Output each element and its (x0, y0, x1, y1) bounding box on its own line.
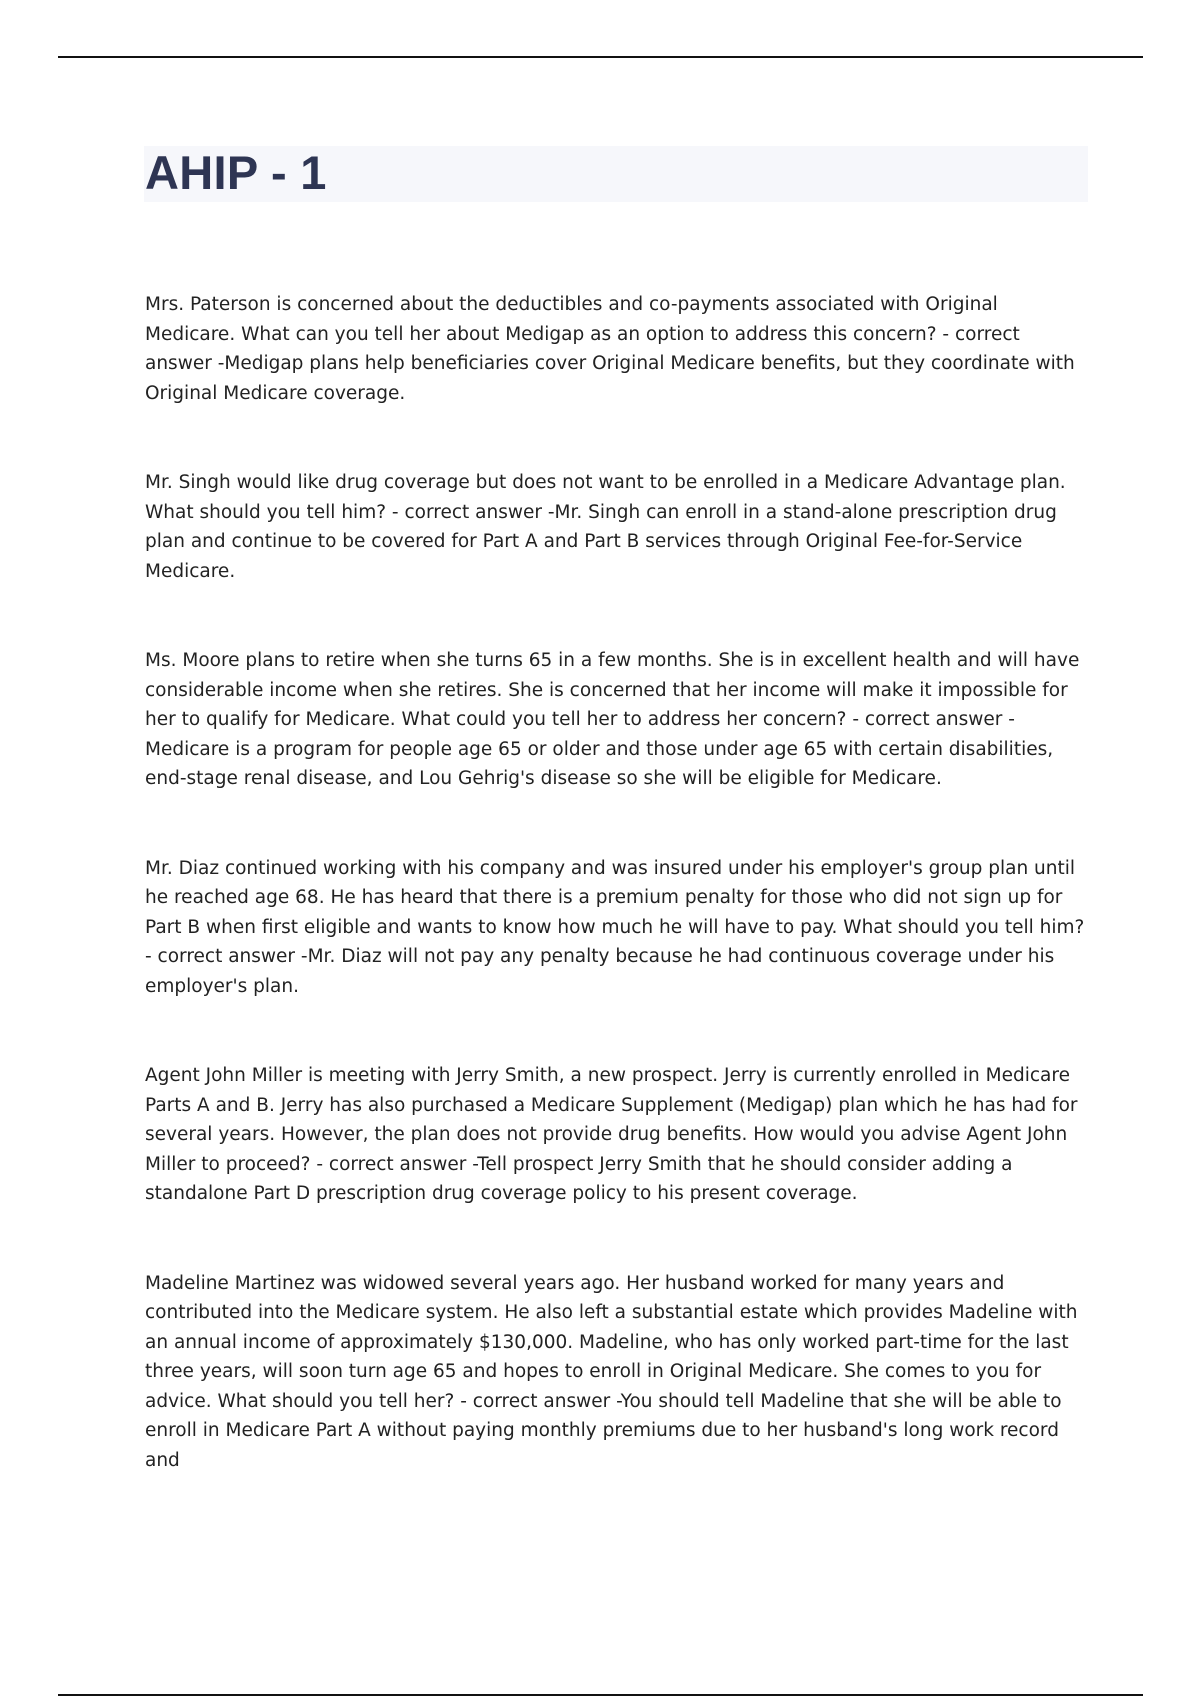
qa-list (145, 290, 1090, 1535)
qa-item-singh: Mr. Singh would like drug coverage but does not want to be enrolled in a Medicare Advantage plan. What should you tell him? - correct answer -Mr. Singh can enroll in a stand-alone prescription drug plan and continue to be covered for Part A and Part B services through Original Fee-for-Service Medicare. (145, 472, 1066, 582)
qa-item-diaz: Mr. Diaz continued working with his company and was insured under his employer's group plan until he reached age 68. He has heard that there is a premium penalty for those who did not sign up for Part B when first eligible and wants to know how much he will have to pay. What should you tell him? - correct answer -Mr. Diaz will not pay any penalty because he had continuous coverage under his employer's plan. (145, 857, 1085, 997)
qa-item-martinez: Madeline Martinez was widowed several years ago. Her husband worked for many years and contributed into the Medicare system. He also left a substantial estate which provides Madeline with an annual income of approximately $130,000. Madeline, who has only worked part-time for the last three years, will soon turn age 65 and hopes to enroll in Original Medicare. She comes to you for advice. What should you tell her? - correct answer -You should tell Madeline that she will be able to enroll in Medicare Part A without paying monthly premiums due to her husband's long work record and (145, 1272, 1078, 1471)
qa-item-miller: Agent John Miller is meeting with Jerry Smith, a new prospect. Jerry is currently enrolled in Medicare Parts A and B. Jerry has also purchased a Medicare Supplement (Medigap) plan which he has had for several years. However, the plan does not provide drug benefits. How would you advise Agent John Miller to proceed? - correct answer -Tell prospect Jerry Smith that he should consider adding a standalone Part D prescription drug coverage policy to his present coverage. (145, 1065, 1078, 1204)
qa-item-moore: Ms. Moore plans to retire when she turns 65 in a few months. She is in excellent health and will have considerable income when she retires. She is concerned that her income will make it impossible for her to qualify for Medicare. What could you tell her to address her concern? - correct answer -Medicare is a program for people age 65 or older and those under age 65 with certain disabilities, end-stage renal disease, and Lou Gehrig's disease so she will be eligible for Medicare. (145, 650, 1080, 789)
page-title: AHIP - 1 (145, 146, 327, 199)
top-rule (58, 56, 1143, 58)
qa-item-paterson: Mrs. Paterson is concerned about the deductibles and co-payments associated with Original Medicare. What can you tell her about Medigap as an option to address this concern? - correct answer -Medigap plans help beneficiaries cover Original Medicare benefits, but they coordinate with Original Medicare coverage. (145, 294, 1075, 404)
bottom-rule (58, 1694, 1143, 1696)
